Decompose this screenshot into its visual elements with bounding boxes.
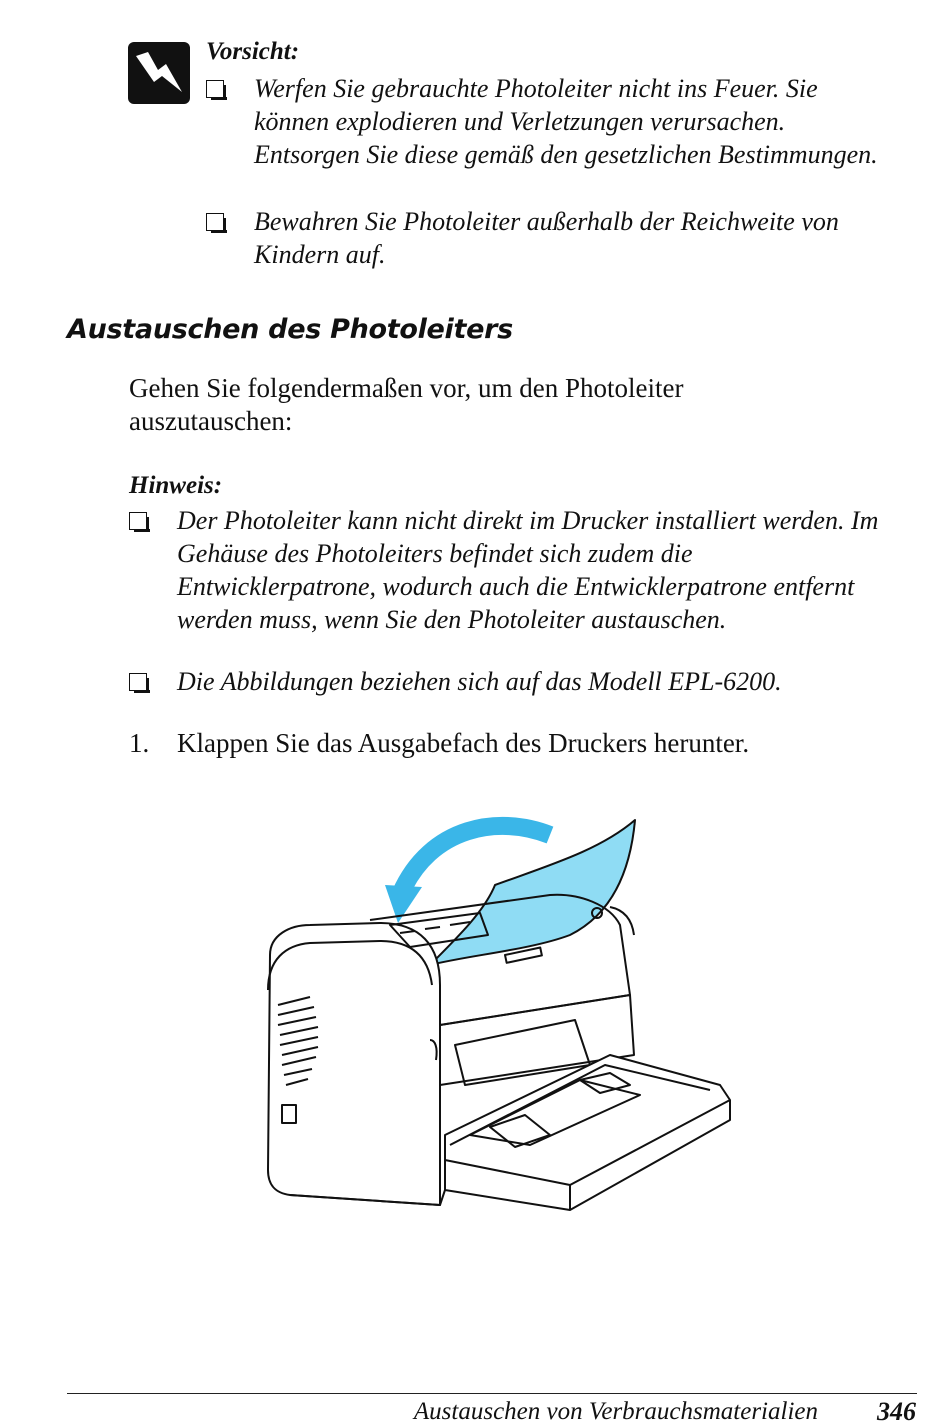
note-item-1-line-1: Der Photoleiter kann nicht direkt im Drucker installiert werden. Im xyxy=(177,506,879,535)
step-1 xyxy=(129,727,749,760)
checkbox-bullet-icon xyxy=(129,512,147,530)
intro-paragraph xyxy=(129,372,889,438)
step-number: 1. xyxy=(129,728,150,758)
caution-title: Vorsicht: xyxy=(206,38,300,65)
note-item-2 xyxy=(129,665,782,698)
footer-divider xyxy=(67,1393,917,1394)
intro-line-2: auszutauschen: xyxy=(129,406,293,436)
note-title: Hinweis: xyxy=(129,472,223,499)
section-heading: Austauschen des Photoleiters xyxy=(67,314,513,345)
note-item-1-line-2: Gehäuse des Photoleiters befindet sich zudem die xyxy=(177,539,693,568)
caution-item-1-line-3: Entsorgen Sie diese gemäß den gesetzlichen Bestimmungen. xyxy=(254,140,878,169)
note-item-1-line-3: Entwicklerpatrone, wodurch auch die Entwicklerpatrone entfernt xyxy=(177,572,855,601)
caution-item-2 xyxy=(206,205,839,271)
caution-item-2-line-1: Bewahren Sie Photoleiter außerhalb der Reichweite von xyxy=(254,207,839,236)
note-item-1-line-4: werden muss, wenn Sie den Photoleiter austauschen. xyxy=(177,605,727,634)
note-item-1 xyxy=(129,504,878,636)
caution-icon xyxy=(128,42,190,104)
step-text: Klappen Sie das Ausgabefach des Druckers herunter. xyxy=(177,728,750,758)
caution-item-1 xyxy=(206,72,878,171)
intro-line-1: Gehen Sie folgendermaßen vor, um den Photoleiter xyxy=(129,373,684,403)
checkbox-bullet-icon xyxy=(206,213,224,231)
checkbox-bullet-icon xyxy=(129,673,147,691)
page-number: 346 xyxy=(877,1397,916,1426)
caution-item-1-line-1: Werfen Sie gebrauchte Photoleiter nicht ins Feuer. Sie xyxy=(254,74,818,103)
note-item-2-line-1: Die Abbildungen beziehen sich auf das Modell EPL-6200. xyxy=(177,667,782,696)
caution-item-2-line-2: Kindern auf. xyxy=(254,240,386,269)
caution-item-1-line-2: können explodieren und Verletzungen verursachen. xyxy=(254,107,786,136)
checkbox-bullet-icon xyxy=(206,80,224,98)
footer-chapter-title: Austauschen von Verbrauchsmaterialien xyxy=(413,1398,818,1425)
printer-illustration xyxy=(250,815,740,1235)
